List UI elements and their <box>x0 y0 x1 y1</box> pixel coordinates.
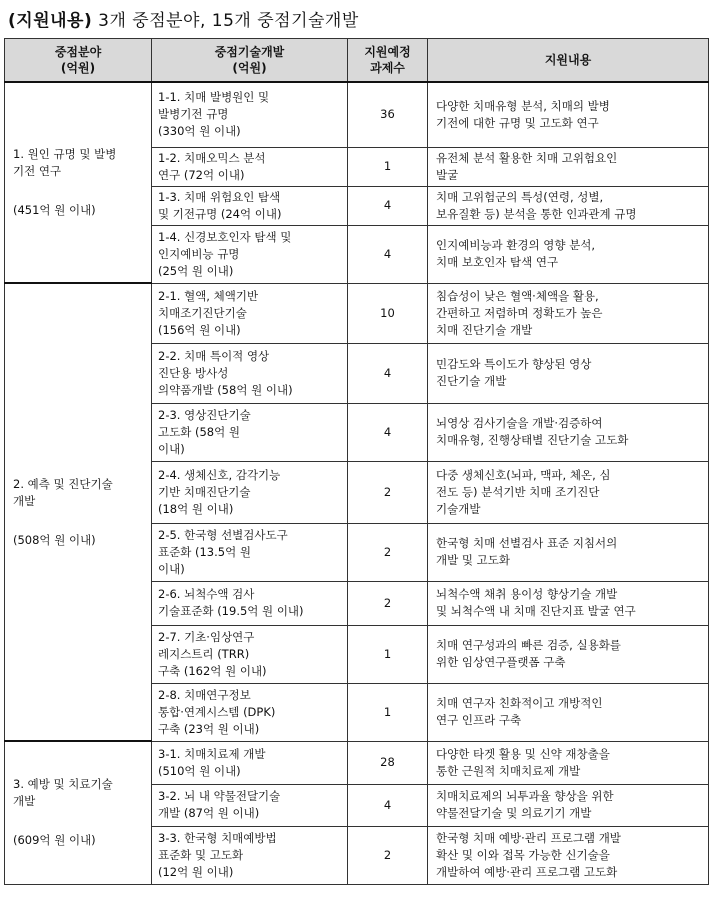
table-header-row <box>5 39 709 83</box>
tech-task-cell: 2-1. 혈액, 체액기반 치매조기진단기술 (156억 원 이내) <box>152 283 348 343</box>
project-count-cell: 4 <box>348 403 428 461</box>
header-task: 중점기술개발 (억원) <box>152 39 348 83</box>
focus-area-budget: (508억 원 이내) <box>13 532 96 547</box>
support-content-cell: 다양한 치매유형 분석, 치매의 발병 기전에 대한 규명 및 고도화 연구 <box>428 82 709 147</box>
project-count-cell: 28 <box>348 741 428 784</box>
project-count-cell: 2 <box>348 581 428 625</box>
tech-task-cell: 2-3. 영상진단기술 고도화 (58억 원 이내) <box>152 403 348 461</box>
support-content-cell: 인지예비능과 환경의 영향 분석, 치매 보호인자 탐색 연구 <box>428 225 709 283</box>
project-count-cell: 10 <box>348 283 428 343</box>
tech-task-cell: 1-4. 신경보호인자 탐색 및 인지예비능 규명 (25억 원 이내) <box>152 225 348 283</box>
support-content-cell: 치매 연구성과의 빠른 검증, 실용화를 위한 임상연구플랫폼 구축 <box>428 625 709 683</box>
header-count: 지원예정 과제수 <box>348 39 428 83</box>
support-content-cell: 치매 고위험군의 특성(연령, 성별, 보유질환 등) 분석을 통한 인과관계 규명 <box>428 186 709 225</box>
tech-task-cell: 1-1. 치매 발병원인 및 발병기전 규명 (330억 원 이내) <box>152 82 348 147</box>
project-count-cell: 4 <box>348 186 428 225</box>
support-content-cell: 다양한 타겟 활용 및 신약 재창출을 통한 근원적 치매치료제 개발 <box>428 741 709 784</box>
tech-task-cell: 2-4. 생체신호, 감각기능 기반 치매진단기술 (18억 원 이내) <box>152 461 348 523</box>
project-count-cell: 1 <box>348 625 428 683</box>
focus-area-cell <box>5 82 152 283</box>
tech-task-cell: 2-7. 기초·임상연구 레지스트리 (TRR) 구축 (162억 원 이내) <box>152 625 348 683</box>
support-content-cell: 민감도와 특이도가 향상된 영상 진단기술 개발 <box>428 343 709 403</box>
tech-task-cell: 1-2. 치매오믹스 분석 연구 (72억 이내) <box>152 147 348 186</box>
focus-area-name: 3. 예방 및 치료기술 개발 <box>13 777 113 809</box>
support-content-cell: 다중 생체신호(뇌파, 맥파, 체온, 심 전도 등) 분석기반 치매 조기진단 기술개발 <box>428 461 709 523</box>
heading-text: 3개 중점분야, 15개 중점기술개발 <box>92 11 359 31</box>
project-count-cell: 2 <box>348 461 428 523</box>
support-content-cell: 한국형 치매 예방·관리 프로그램 개발 확산 및 이와 접목 가능한 신기술을 개발하여 예방·관리 프로그램 고도화 <box>428 826 709 884</box>
project-count-cell: 1 <box>348 683 428 741</box>
project-count-cell: 4 <box>348 225 428 283</box>
project-count-cell: 4 <box>348 784 428 826</box>
header-support: 지원내용 <box>428 39 709 83</box>
tech-task-cell: 3-1. 치매치료제 개발 (510억 원 이내) <box>152 741 348 784</box>
support-content-cell: 침습성이 낮은 혈액·체액을 활용, 간편하고 저렴하며 정확도가 높은 치매 진단기술 개발 <box>428 283 709 343</box>
support-table <box>4 38 709 885</box>
heading-label: (지원내용) <box>8 11 93 31</box>
project-count-cell: 4 <box>348 343 428 403</box>
project-count-cell: 2 <box>348 523 428 581</box>
table-row <box>5 283 709 343</box>
focus-area-name: 1. 원인 규명 및 발병 기전 연구 <box>13 147 117 178</box>
support-content-cell: 뇌영상 검사기술을 개발·검증하여 치매유형, 진행상태별 진단기술 고도화 <box>428 403 709 461</box>
table-body <box>5 82 709 884</box>
page-heading <box>8 6 359 31</box>
project-count-cell: 2 <box>348 826 428 884</box>
focus-area-budget: (609억 원 이내) <box>13 833 96 848</box>
project-count-cell: 36 <box>348 82 428 147</box>
tech-task-cell: 2-6. 뇌척수액 검사 기술표준화 (19.5억 원 이내) <box>152 581 348 625</box>
table-row <box>5 82 709 147</box>
support-content-cell: 치매 연구자 친화적이고 개방적인 연구 인프라 구축 <box>428 683 709 741</box>
focus-area-budget: (451억 원 이내) <box>13 203 96 217</box>
support-content-cell: 뇌척수액 채취 용이성 향상기술 개발 및 뇌척수액 내 치매 진단지표 발굴 연구 <box>428 581 709 625</box>
tech-task-cell: 2-5. 한국형 선별검사도구 표준화 (13.5억 원 이내) <box>152 523 348 581</box>
tech-task-cell: 3-2. 뇌 내 약물전달기술 개발 (87억 원 이내) <box>152 784 348 826</box>
support-content-cell: 치매치료제의 뇌투과율 향상을 위한 약물전달기술 및 의료기기 개발 <box>428 784 709 826</box>
support-content-cell: 유전체 분석 활용한 치매 고위험요인 발굴 <box>428 147 709 186</box>
focus-area-name: 2. 예측 및 진단기술 개발 <box>13 476 113 508</box>
table-row <box>5 741 709 784</box>
project-count-cell: 1 <box>348 147 428 186</box>
tech-task-cell: 2-8. 치매연구정보 통합·연계시스템 (DPK) 구축 (23억 원 이내) <box>152 683 348 741</box>
tech-task-cell: 1-3. 치매 위험요인 탐색 및 기전규명 (24억 이내) <box>152 186 348 225</box>
support-content-cell: 한국형 치매 선별검사 표준 지침서의 개발 및 고도화 <box>428 523 709 581</box>
tech-task-cell: 2-2. 치매 특이적 영상 진단용 방사성 의약품개발 (58억 원 이내) <box>152 343 348 403</box>
focus-area-cell <box>5 283 152 741</box>
header-area: 중점분야 (억원) <box>5 39 152 83</box>
tech-task-cell: 3-3. 한국형 치매예방법 표준화 및 고도화 (12억 원 이내) <box>152 826 348 884</box>
focus-area-cell <box>5 741 152 884</box>
